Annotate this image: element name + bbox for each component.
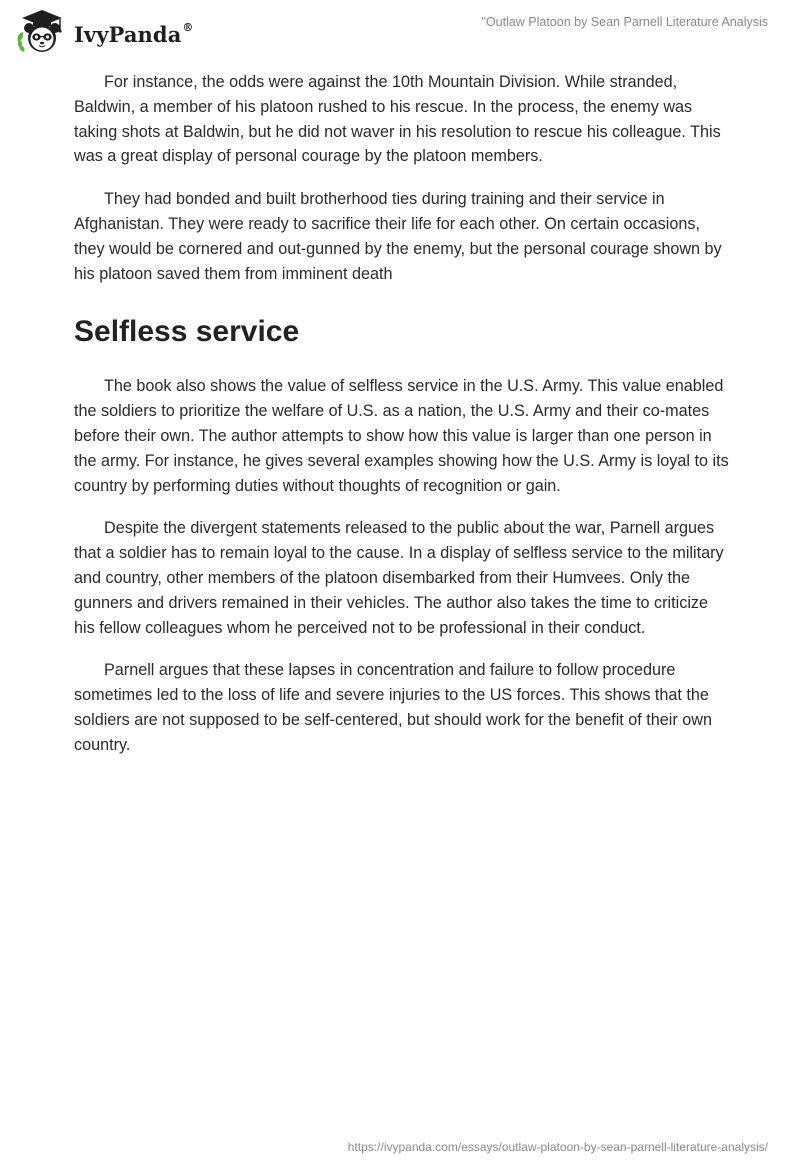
- paragraph: The book also shows the value of selfless service in the U.S. Army. This value enabled the soldiers to prioritize the welfare of U.S. as a nation, the U.S. Army and their co-mates before their own. The author attempts to show how this value is larger than one person in the army. For instance, he gives several examples showing how the U.S. Army is loyal to its country by performing duties without thoughts of recognition or gain.: [74, 377, 729, 495]
- paragraph: For instance, the odds were against the 10th Mountain Division. While stranded, Baldwin, a member of his platoon rushed to his rescue. In the process, the enemy was taking shots at Baldwin, but he did not waver in his resolution to rescue his colleague. This was a great display of personal courage by the platoon members.: [74, 73, 721, 166]
- running-title: "Outlaw Platoon by Sean Parnell Literature Analysis: [481, 15, 768, 29]
- paragraph: Despite the divergent statements released to the public about the war, Parnell argues that a soldier has to remain loyal to the cause. In a display of selfless service to the military and country, other members of the platoon disembarked from their Humvees. Only the gunners and drivers remained in their vehicles. The author also takes the time to criticize his fellow colleagues whom he perceived not to be professional in their conduct.: [74, 519, 724, 637]
- paragraph: Parnell argues that these lapses in concentration and failure to follow procedure sometimes led to the loss of life and severe injuries to the US forces. This shows that the soldiers are not supposed to be self-centered, but should work for the benefit of their own country.: [74, 661, 712, 754]
- brand-name: [74, 22, 194, 47]
- section-heading: Selfless service: [74, 315, 300, 349]
- article-body: [74, 70, 730, 776]
- page-header: [0, 0, 800, 64]
- source-url[interactable]: https://ivypanda.com/essays/outlaw-platoon-by-sean-parnell-literature-analysis/: [347, 1140, 768, 1154]
- registered-mark: ®: [182, 20, 194, 34]
- brand-name-text: IvyPanda: [74, 21, 182, 47]
- paragraph: They had bonded and built brotherhood ties during training and their service in Afghanistan. They were ready to sacrifice their life for each other. On certain occasions, they would be cornered and out-gunned by the enemy, but the personal courage shown by his platoon saved them from imminent death: [74, 190, 722, 283]
- ivypanda-logo[interactable]: [14, 8, 194, 56]
- panda-graduate-icon: [14, 8, 70, 56]
